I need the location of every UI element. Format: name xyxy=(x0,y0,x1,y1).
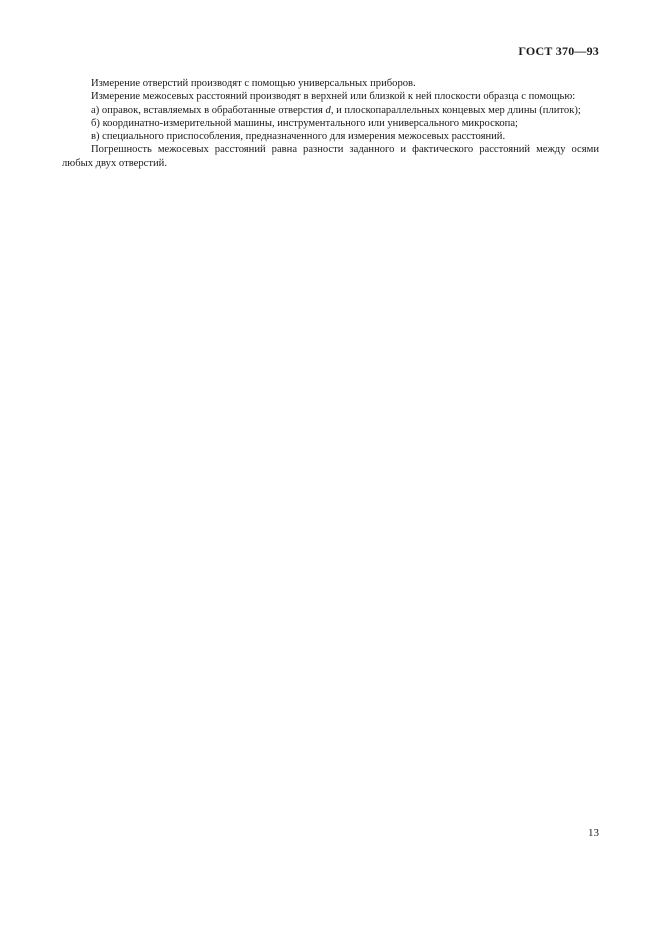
list-item-a-text-start: а) оправок, вставляемых в обработанные отверстия xyxy=(91,104,326,116)
paragraph-error-definition: Погрешность межосевых расстояний равна разности заданного и фактического расстояний между осями любых двух отверстий. xyxy=(62,144,599,169)
paragraph-center-distance-measurement: Измерение межосевых расстояний производят в верхней или близкой к ней плоскости образца с помощью: xyxy=(91,91,576,103)
document-body xyxy=(62,77,599,170)
list-item-a xyxy=(62,104,599,117)
list-item-b: б) координатно-измерительной машины, инструментального или универсального микроскопа; xyxy=(91,117,518,129)
list-item-a-text-end: , и плоскопараллельных концевых мер длины (плиток); xyxy=(330,104,581,116)
variable-d: d xyxy=(325,104,331,116)
document-code-header: ГОСТ 370—93 xyxy=(518,44,599,58)
paragraph-hole-measurement: Измерение отверстий производят с помощью универсальных приборов. xyxy=(91,78,416,89)
page-number: 13 xyxy=(588,827,599,839)
list-item-c: в) специального приспособления, предназначенного для измерения межосевых расстояний. xyxy=(91,131,506,143)
